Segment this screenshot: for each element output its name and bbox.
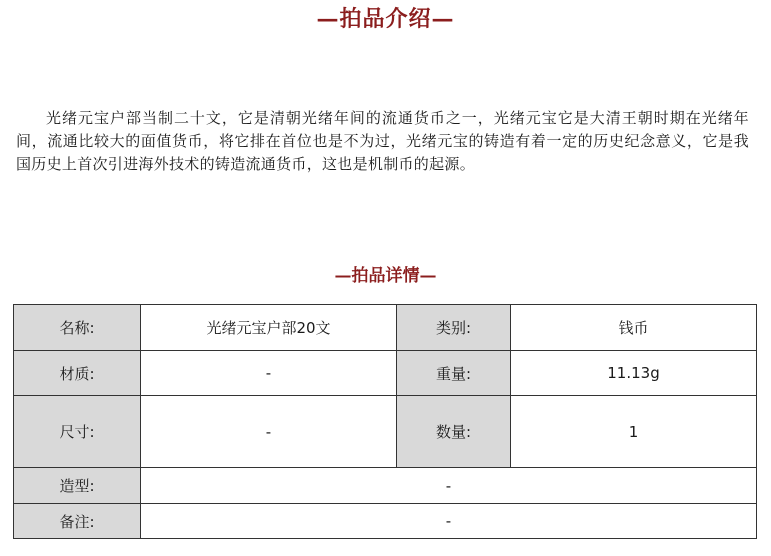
notes-label: 备注: [14, 504, 141, 539]
quantity-value: 1 [511, 396, 757, 468]
material-label: 材质: [14, 351, 141, 396]
table-row [14, 351, 757, 396]
weight-label: 重量: [397, 351, 511, 396]
notes-value: - [141, 504, 757, 539]
table-row [14, 504, 757, 539]
name-value: 光绪元宝户部20文 [141, 305, 397, 351]
size-label: 尺寸: [14, 396, 141, 468]
quantity-label: 数量: [397, 396, 511, 468]
intro-section-title: —拍品介绍— [316, 6, 455, 32]
shape-value: - [141, 468, 757, 504]
table-row [14, 305, 757, 351]
details-table [13, 304, 757, 539]
category-value: 钱币 [511, 305, 757, 351]
table-row [14, 396, 757, 468]
shape-label: 造型: [14, 468, 141, 504]
name-label: 名称: [14, 305, 141, 351]
intro-paragraph: 光绪元宝户部当制二十文，它是清朝光绪年间的流通货币之一，光绪元宝它是大清王朝时期在光绪年间，流通比较大的面值货币，将它排在首位也是不为过，光绪元宝的铸造有着一定的历史纪念意义，它是我国历史上首次引进海外技术的铸造流通货币，这也是机制币的起源。 [16, 109, 749, 173]
weight-value: 11.13g [511, 351, 757, 396]
size-value: - [141, 396, 397, 468]
category-label: 类别: [397, 305, 511, 351]
table-row [14, 468, 757, 504]
material-value: - [141, 351, 397, 396]
details-section-title: —拍品详情— [334, 266, 437, 286]
